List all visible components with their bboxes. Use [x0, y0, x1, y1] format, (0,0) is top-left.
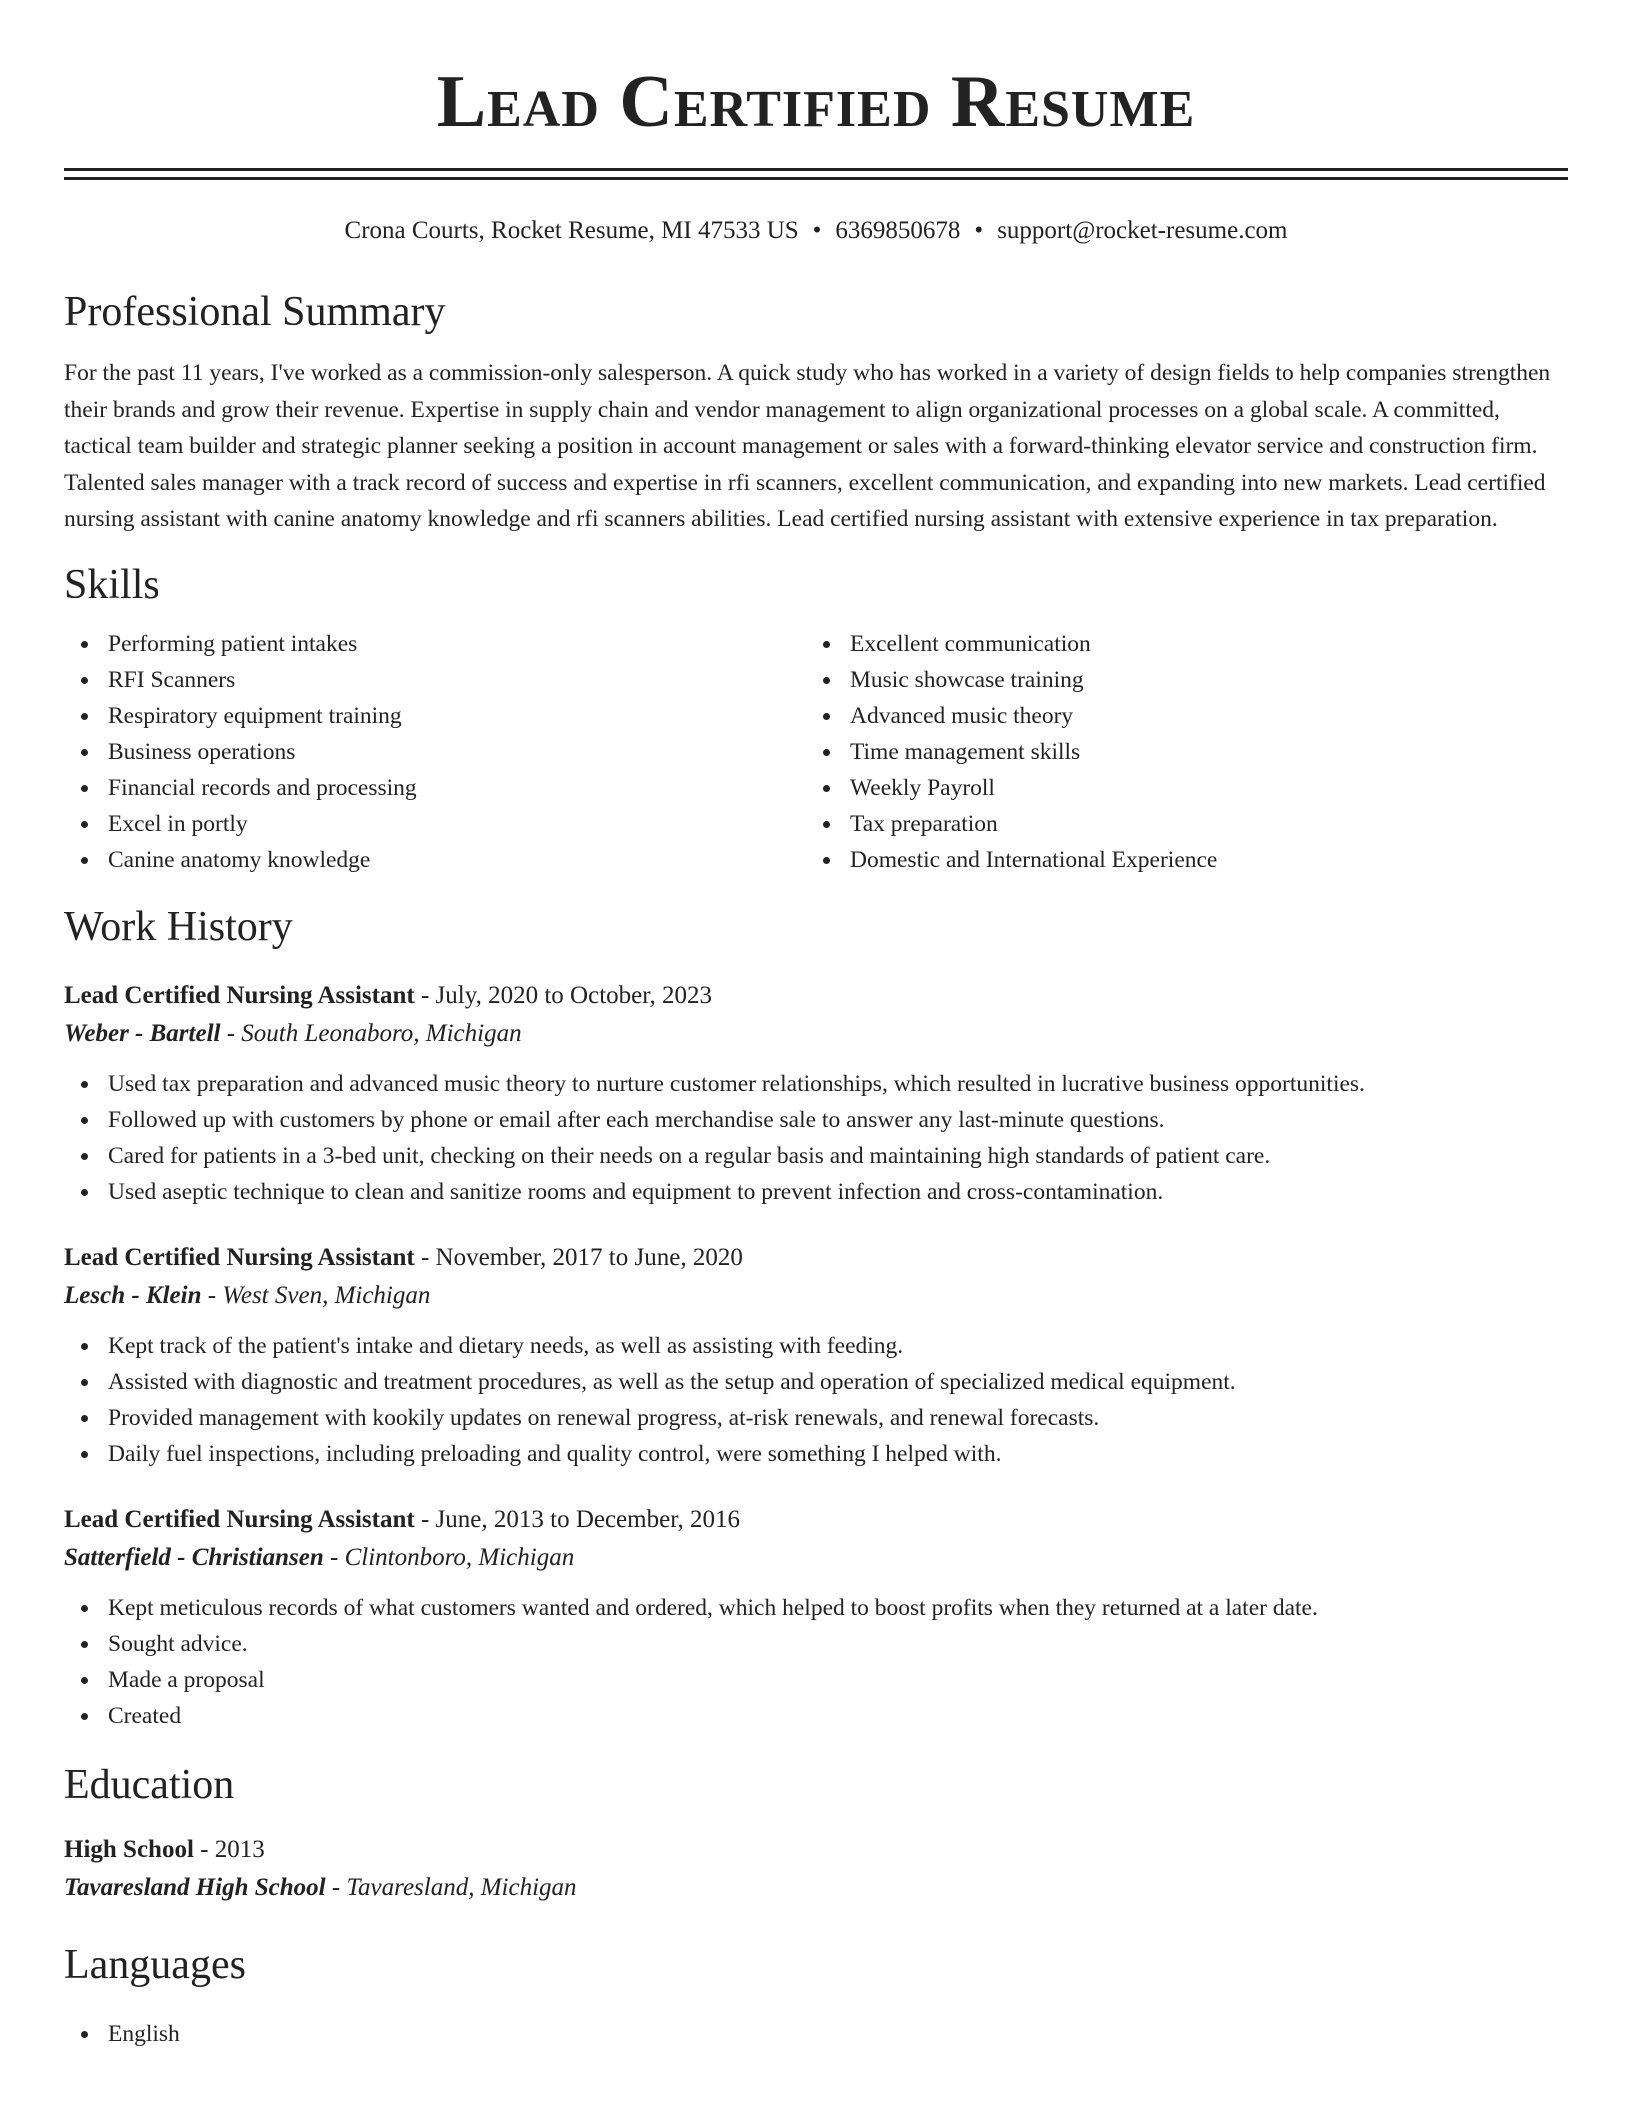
employer-name: Lesch - Klein	[64, 1281, 202, 1309]
skills-list	[64, 626, 1568, 878]
job-duties	[64, 1590, 1568, 1734]
job-duty-item: Provided management with kookily updates on renewal progress, at-risk renewals, and renewal forecasts.	[108, 1400, 1568, 1436]
job-entry	[64, 978, 1568, 1210]
employer-location: - Clintonboro, Michigan	[323, 1543, 575, 1571]
job-duty-item: Followed up with customers by phone or email after each merchandise sale to answer any last-minute questions.	[108, 1102, 1568, 1138]
employer-line	[64, 1014, 1568, 1054]
language-item: English	[108, 2016, 1568, 2052]
skill-item: Time management skills	[850, 734, 1548, 770]
skill-item: Excellent communication	[850, 626, 1548, 662]
education-entry	[64, 1832, 1568, 1908]
contact-separator: •	[812, 217, 822, 244]
job-duty-item: Cared for patients in a 3-bed unit, checking on their needs on a regular basis and maintaining high standards of patient care.	[108, 1138, 1568, 1174]
employer-name: Weber - Bartell	[64, 1019, 221, 1047]
contact-phone: 6369850678	[835, 217, 961, 244]
title-divider-top	[64, 168, 1568, 171]
job-title-line	[64, 978, 1568, 1014]
skill-item: RFI Scanners	[108, 662, 806, 698]
skill-item: Financial records and processing	[108, 770, 806, 806]
job-title-line	[64, 1502, 1568, 1538]
degree: High School	[64, 1835, 194, 1863]
job-duty-item: Made a proposal	[108, 1662, 1568, 1698]
job-duty-item: Used aseptic technique to clean and sanitize rooms and equipment to prevent infection and cross-contamination.	[108, 1174, 1568, 1210]
work-history-heading: Work History	[64, 903, 293, 950]
job-dates: - November, 2017 to June, 2020	[414, 1243, 743, 1271]
job-duty-item: Kept track of the patient's intake and dietary needs, as well as assisting with feeding.	[108, 1328, 1568, 1364]
contact-line	[64, 215, 1568, 247]
skills-column-left	[64, 626, 806, 878]
employer-line	[64, 1276, 1568, 1316]
job-dates: - June, 2013 to December, 2016	[414, 1505, 741, 1533]
title-divider-bottom	[64, 177, 1568, 180]
resume-page	[64, 0, 1568, 2052]
skill-item: Excel in portly	[108, 806, 806, 842]
skill-item: Canine anatomy knowledge	[108, 842, 806, 878]
skill-item: Advanced music theory	[850, 698, 1548, 734]
school-location: - Tavaresland, Michigan	[325, 1873, 577, 1901]
resume-title: Lead Certified Resume	[436, 61, 1196, 143]
employer-location: - West Sven, Michigan	[201, 1281, 431, 1309]
employer-line	[64, 1538, 1568, 1578]
job-duty-item: Used tax preparation and advanced music theory to nurture customer relationships, which resulted in lucrative business opportunities.	[108, 1066, 1568, 1102]
skill-item: Music showcase training	[850, 662, 1548, 698]
contact-address: Crona Courts, Rocket Resume, MI 47533 US	[344, 217, 799, 244]
job-title: Lead Certified Nursing Assistant	[64, 1243, 415, 1271]
job-entry	[64, 1240, 1568, 1472]
employer-name: Satterfield - Christiansen	[64, 1543, 324, 1571]
summary-heading: Professional Summary	[64, 289, 446, 335]
skill-item: Weekly Payroll	[850, 770, 1548, 806]
employer-location: - South Leonaboro, Michigan	[220, 1019, 522, 1047]
skill-item: Tax preparation	[850, 806, 1548, 842]
job-duty-item: Sought advice.	[108, 1626, 1568, 1662]
job-entry	[64, 1502, 1568, 1734]
job-title: Lead Certified Nursing Assistant	[64, 981, 415, 1009]
contact-email: support@rocket-resume.com	[997, 217, 1288, 244]
skills-column-right	[806, 626, 1548, 878]
contact-separator: •	[974, 217, 984, 244]
job-title-line	[64, 1240, 1568, 1276]
languages-list	[64, 2016, 1568, 2052]
job-duty-item: Kept meticulous records of what customers wanted and ordered, which helped to boost profits when they returned at a later date.	[108, 1590, 1568, 1626]
skill-item: Domestic and International Experience	[850, 842, 1548, 878]
school-name: Tavaresland High School	[64, 1873, 326, 1901]
skill-item: Performing patient intakes	[108, 626, 806, 662]
degree-line	[64, 1832, 1568, 1868]
skill-item: Business operations	[108, 734, 806, 770]
job-duties	[64, 1328, 1568, 1472]
job-duty-item: Created	[108, 1698, 1568, 1734]
education-heading: Education	[64, 1761, 235, 1808]
job-duty-item: Assisted with diagnostic and treatment procedures, as well as the setup and operation of specialized medical equipment.	[108, 1364, 1568, 1400]
job-title: Lead Certified Nursing Assistant	[64, 1505, 415, 1533]
job-duty-item: Daily fuel inspections, including preloading and quality control, were something I helped with.	[108, 1436, 1568, 1472]
job-duties	[64, 1066, 1568, 1210]
summary-text: For the past 11 years, I've worked as a commission-only salesperson. A quick study who has worked in a variety of design fields to help companies strengthen their brands and grow their revenue. Expertise in supply chain and vendor management to align organizational processes on a global scale. A committed, tactical team builder and strategic planner seeking a position in account management or sales with a forward-thinking elevator service and construction firm. Talented sales manager with a track record of success and expertise in rfi scanners, excellent communication, and expanding into new markets. Lead certified nursing assistant with canine anatomy knowledge and rfi scanners abilities. Lead certified nursing assistant with extensive experience in tax preparation.	[64, 360, 1551, 532]
job-dates: - July, 2020 to October, 2023	[414, 981, 713, 1009]
school-line	[64, 1868, 1568, 1908]
graduation-year: - 2013	[193, 1835, 265, 1863]
skills-heading: Skills	[64, 561, 160, 608]
skill-item: Respiratory equipment training	[108, 698, 806, 734]
languages-heading: Languages	[64, 1941, 246, 1988]
